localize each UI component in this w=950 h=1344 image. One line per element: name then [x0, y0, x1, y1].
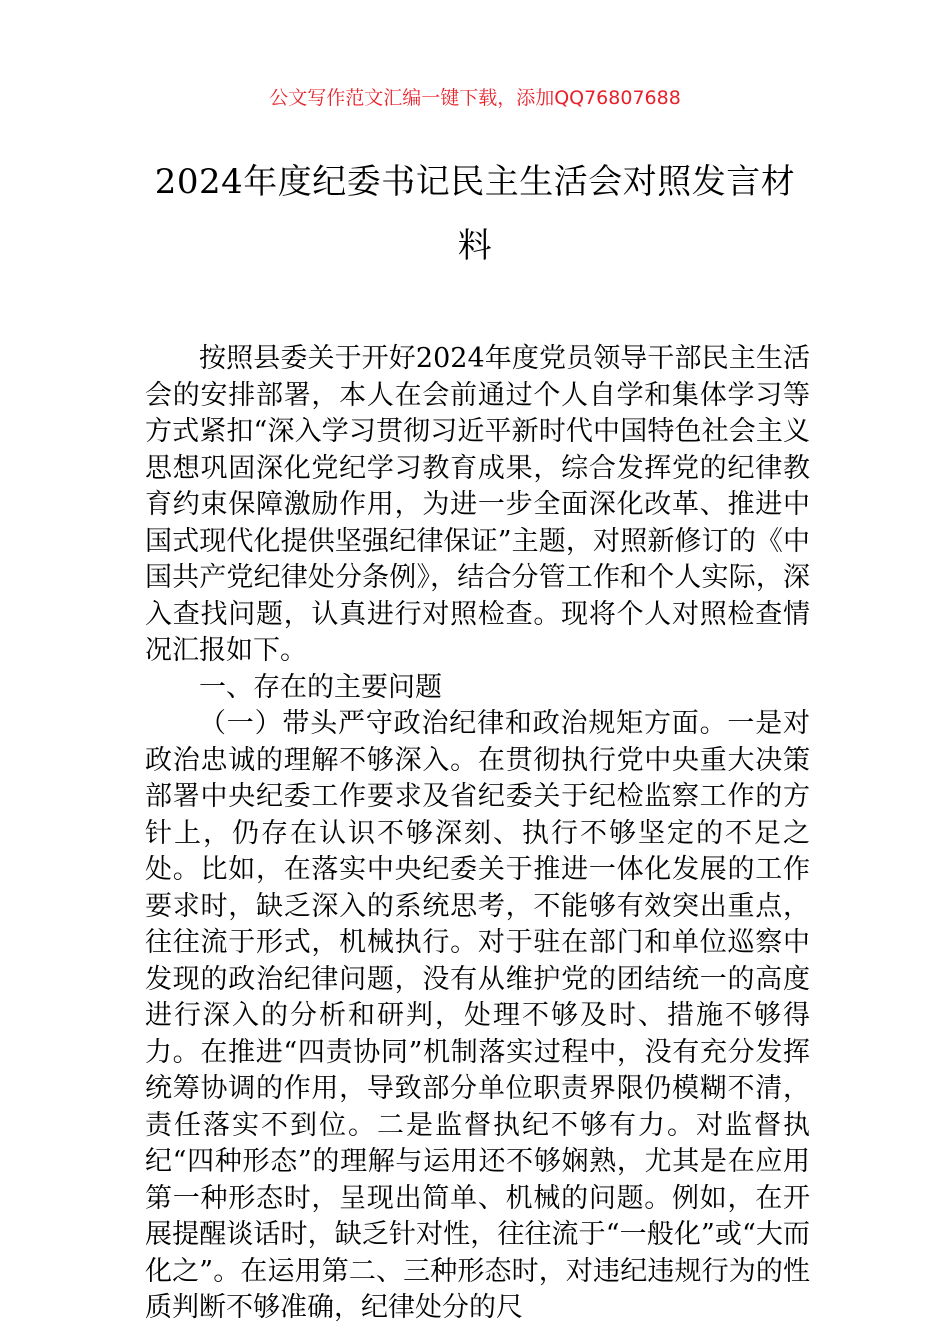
document-body: [145, 341, 810, 1327]
intro-paragraph: 按照县委关于开好2024年度党员领导干部民主生活会的安排部署，本人在会前通过个人自学和集体学习等方式紧扣“深入学习贯彻习近平新时代中国特色社会主义思想巩固深化党纪学习教育成果，综合发挥党的纪律教育约束保障激励作用，为进一步全面深化改革、推进中国式现代化提供坚强纪律保证”主题，对照新修订的《中国共产党纪律处分条例》，结合分管工作和个人实际，深入查找问题，认真进行对照检查。现将个人对照检查情况汇报如下。: [145, 343, 810, 666]
download-notice: 公文写作范文汇编一键下载，添加QQ76807688: [269, 87, 681, 109]
section-heading: 一、存在的主要问题: [199, 671, 442, 703]
body-paragraph: （一）带头严守政治纪律和政治规矩方面。一是对政治忠诚的理解不够深入。在贯彻执行党中央重大决策部署中央纪委工作要求及省纪委关于纪检监察工作的方针上，仍存在认识不够深刻、执行不够坚定的不足之处。比如，在落实中央纪委关于推进一体化发展的工作要求时，缺乏深入的系统思考，不能够有效突出重点，往往流于形式，机械执行。对于驻在部门和单位巡察中发现的政治纪律问题，没有从维护党的团结统一的高度进行深入的分析和研判，处理不够及时、措施不够得力。在推进“四责协同”机制落实过程中，没有充分发挥统筹协调的作用，导致部分单位职责界限仍模糊不清，责任落实不到位。二是监督执纪不够有力。对监督执纪“四种形态”的理解与运用还不够娴熟，尤其是在应用第一种形态时，呈现出简单、机械的问题。例如，在开展提醒谈话时，缺乏针对性，往往流于“一般化”或“大而化之”。在运用第二、三种形态时，对违纪违规行为的性质判断不够准确，纪律处分的尺: [145, 708, 810, 1323]
document-title: 2024年度纪委书记民主生活会对照发言材料: [154, 162, 796, 266]
